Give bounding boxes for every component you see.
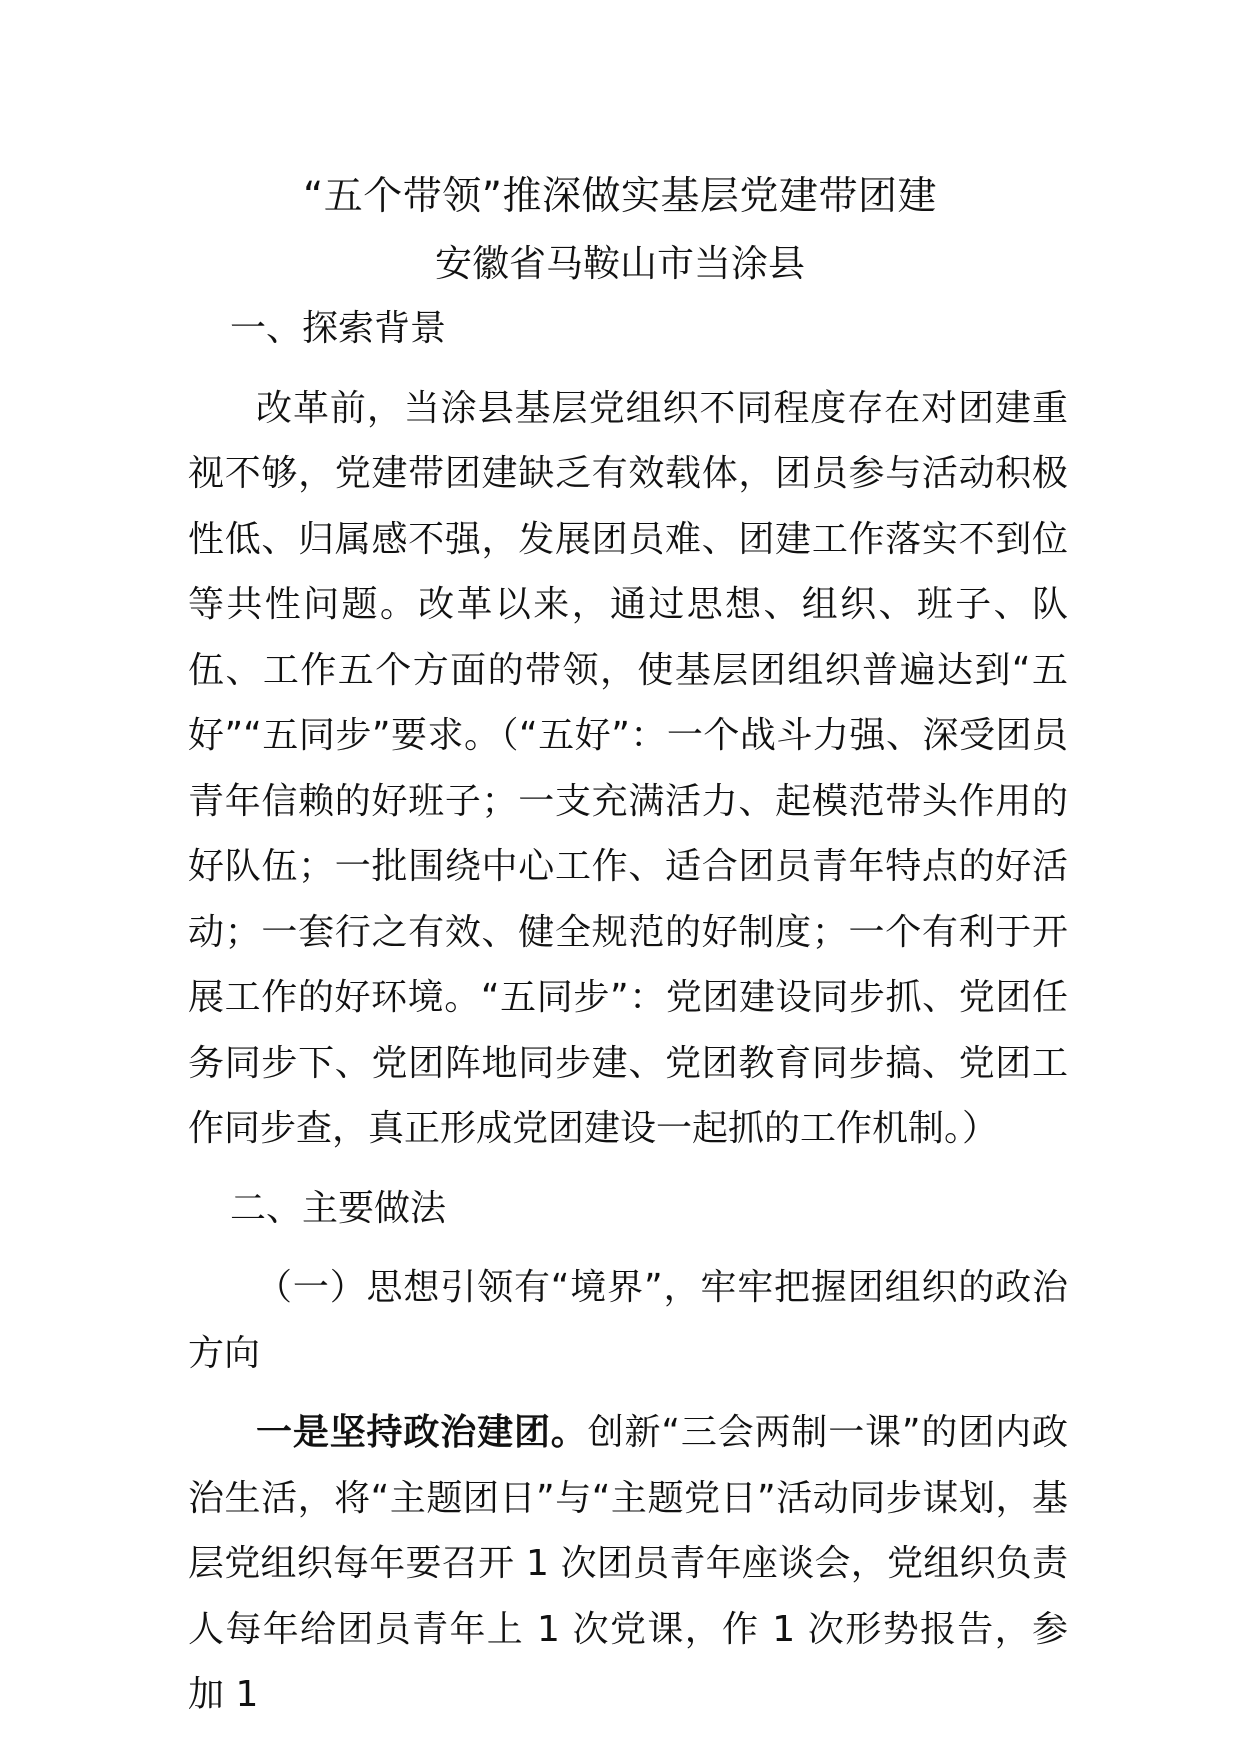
document-body [188, 296, 1068, 1728]
section-heading-practices: 二、主要做法 [230, 1187, 447, 1229]
document-title: “五个带领”推深做实基层党建带团建 [303, 174, 937, 219]
spacer [188, 362, 1068, 376]
subsection-heading-thought: （一）思想引领有“境界”，牢牢把握团组织的政治方向 [188, 1267, 1068, 1374]
spacer [188, 1386, 1068, 1400]
point-paragraph-political [188, 1400, 1068, 1728]
spacer [188, 1162, 1068, 1176]
point-text: 创新“三会两制一课”的团内政治生活，将“主题团日”与“主题党日”活动同步谋划，基层党组织每年要召开 1 次团员青年座谈会，党组织负责人每年给团员青年上 1 次党课，作 1 次形势报告，参加 1 [188, 1412, 1068, 1715]
document-subtitle: 安徽省马鞍山市当涂县 [435, 242, 805, 285]
background-paragraph: 改革前，当涂县基层党组织不同程度存在对团建重视不够，党建带团建缺乏有效载体，团员参与活动积极性低、归属感不强，发展团员难、团建工作落实不到位等共性问题。改革以来，通过思想、组织、班子、队伍、工作五个方面的带领，使基层团组织普遍达到“五好”“五同步”要求。（“五好”：一个战斗力强、深受团员青年信赖的好班子；一支充满活力、起模范带头作用的好队伍；一批围绕中心工作、适合团员青年特点的好活动；一套行之有效、健全规范的好制度；一个有利于开展工作的好环境。“五同步”：党团建设同步抓、党团任务同步下、党团阵地同步建、党团教育同步搞、党团工作同步查，真正形成党团建设一起抓的工作机制。） [188, 387, 1068, 1149]
section-heading-background: 一、探索背景 [230, 308, 447, 349]
spacer [188, 1241, 1068, 1255]
point-lead: 一是坚持政治建团。 [256, 1412, 588, 1453]
